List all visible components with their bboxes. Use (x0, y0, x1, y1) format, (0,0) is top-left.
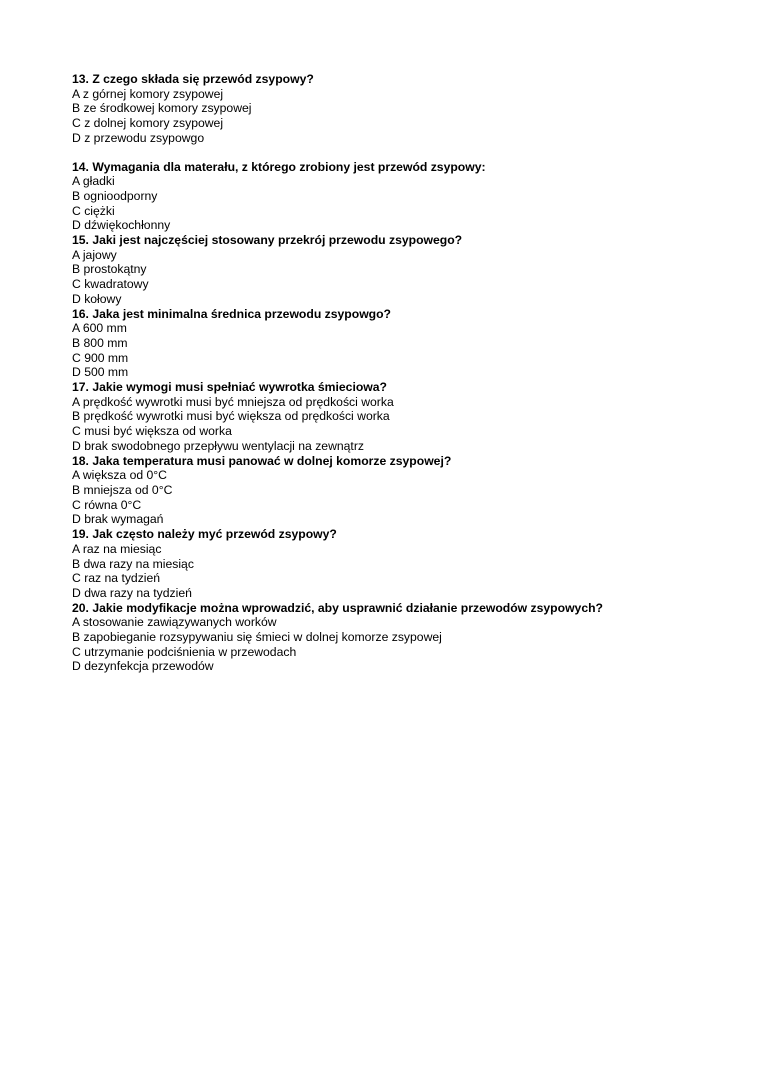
answer-option: A większa od 0°C (72, 468, 167, 483)
answer-option: A gładki (72, 174, 115, 189)
question-20 (72, 601, 692, 675)
answer-option: D dwa razy na tydzień (72, 585, 192, 600)
question-title: 19. Jak często należy myć przewód zsypowy? (72, 527, 337, 542)
answer-option: C równa 0°C (72, 497, 142, 512)
question-title: 18. Jaka temperatura musi panować w dolnej komorze zsypowej? (72, 453, 452, 468)
answer-option: D dźwiękochłonny (72, 218, 171, 233)
answer-option: C 900 mm (72, 350, 129, 365)
answer-option: A prędkość wywrotki musi być mniejsza od prędkości worka (72, 394, 394, 409)
question-15 (72, 233, 692, 307)
answer-option: B 800 mm (72, 335, 128, 350)
answer-option: B prędkość wywrotki musi być większa od prędkości worka (72, 409, 390, 424)
answer-option: A stosowanie zawiązywanych worków (72, 615, 277, 630)
answer-option: D kołowy (72, 291, 122, 306)
answer-option: A raz na miesiąc (72, 541, 162, 556)
answer-option: D dezynfekcja przewodów (72, 659, 214, 674)
answer-option: D brak swodobnego przepływu wentylacji na zewnątrz (72, 438, 364, 453)
question-title: 16. Jaka jest minimalna średnica przewodu zsypowgo? (72, 306, 392, 321)
answer-option: B ze środkowej komory zsypowej (72, 101, 252, 116)
answer-option: C ciężki (72, 203, 115, 218)
answer-option: C kwadratowy (72, 277, 149, 292)
question-19 (72, 527, 692, 601)
answer-option: A 600 mm (72, 321, 127, 336)
document-page (72, 72, 692, 674)
question-13 (72, 72, 692, 146)
question-title: 15. Jaki jest najczęściej stosowany przekrój przewodu zsypowego? (72, 233, 463, 248)
question-title: 14. Wymagania dla materału, z którego zrobiony jest przewód zsypowy: (72, 159, 486, 174)
answer-option: B zapobieganie rozsypywaniu się śmieci w dolnej komorze zsypowej (72, 630, 442, 645)
answer-option: B prostokątny (72, 262, 147, 277)
answer-option: B mniejsza od 0°C (72, 482, 173, 497)
answer-option: C raz na tydzień (72, 571, 161, 586)
answer-option: D brak wymagań (72, 512, 164, 527)
answer-option: C utrzymanie podciśnienia w przewodach (72, 644, 297, 659)
question-17 (72, 380, 692, 454)
answer-option: C musi być większa od worka (72, 424, 232, 439)
answer-option: C z dolnej komory zsypowej (72, 116, 224, 131)
answer-option: D 500 mm (72, 365, 129, 380)
question-18 (72, 454, 692, 528)
question-title: 13. Z czego składa się przewód zsypowy? (72, 72, 314, 86)
answer-option: D z przewodu zsypowgo (72, 130, 205, 145)
answer-option: A z górnej komory zsypowej (72, 86, 224, 101)
question-title: 20. Jakie modyfikacje można wprowadzić, aby usprawnić działanie przewodów zsypowych? (72, 600, 603, 615)
question-16 (72, 307, 692, 381)
answer-option: B dwa razy na miesiąc (72, 556, 194, 571)
question-14 (72, 160, 692, 234)
answer-option: B ognioodporny (72, 188, 158, 203)
question-title: 17. Jakie wymogi musi spełniać wywrotka śmieciowa? (72, 380, 387, 395)
answer-option: A jajowy (72, 247, 117, 262)
